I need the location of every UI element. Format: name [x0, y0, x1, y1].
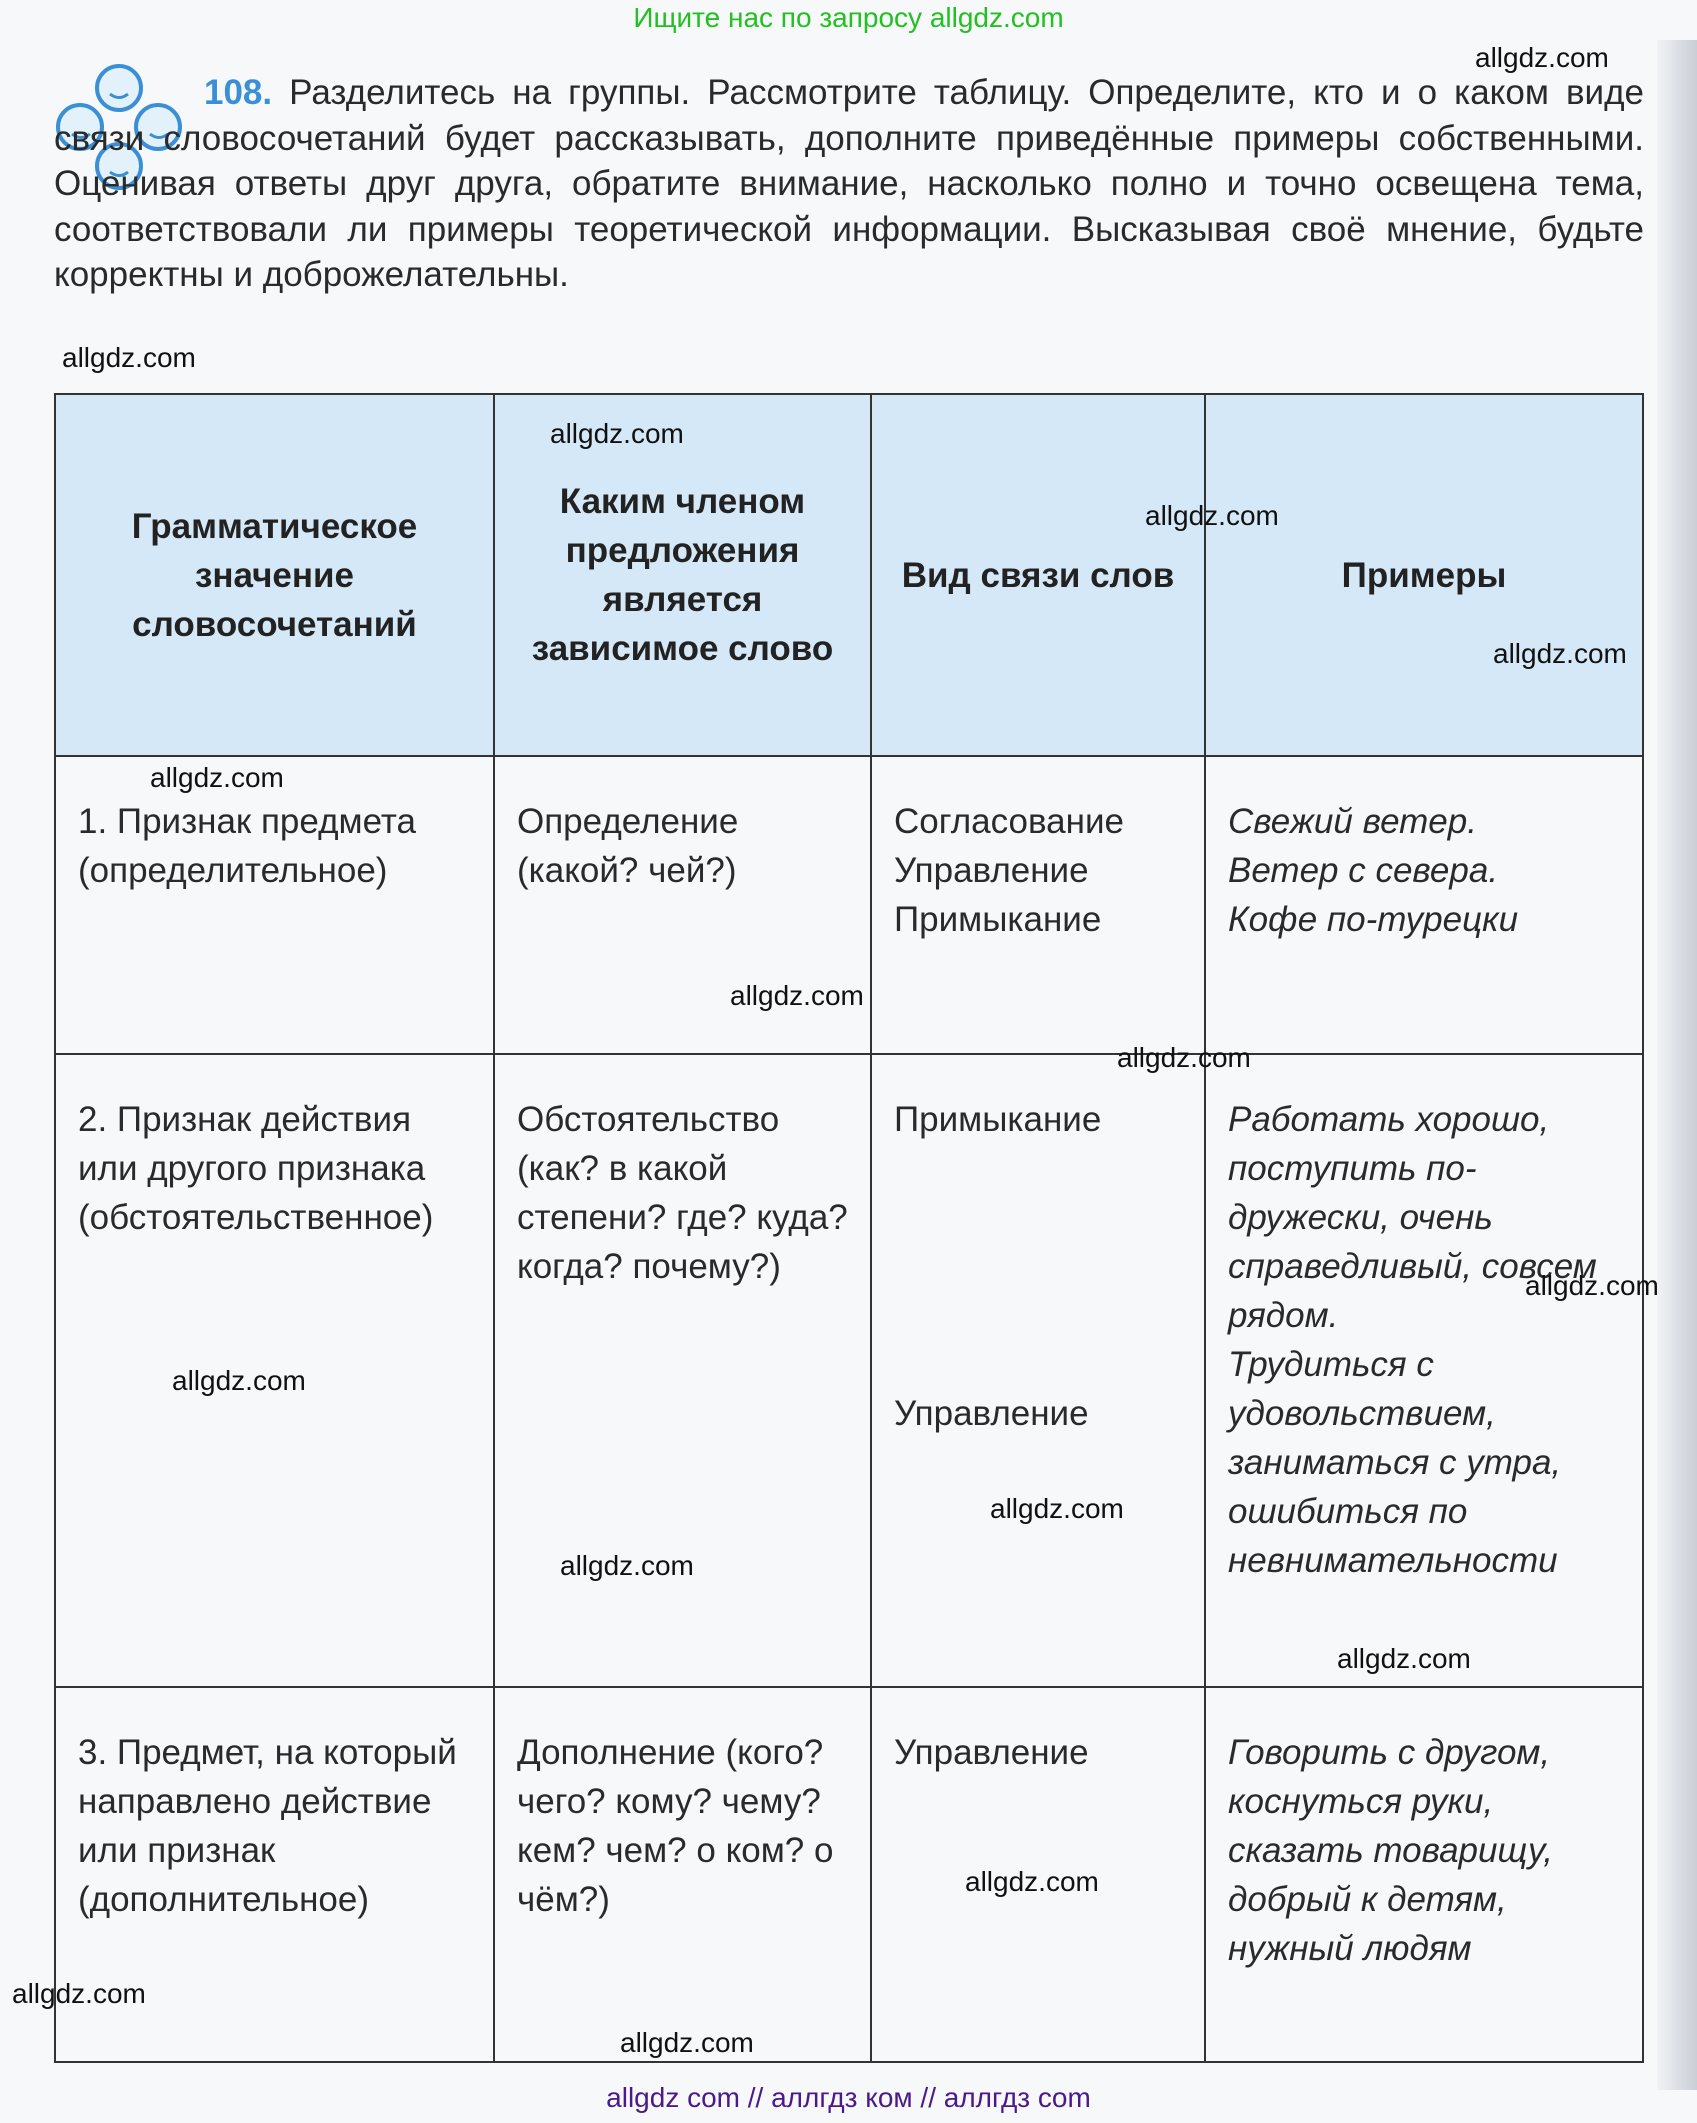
header-member: Каким членом предложения является зависимое слово	[494, 394, 871, 756]
link-type: Согласование	[894, 802, 1124, 841]
watermark[interactable]: allgdz.com	[62, 342, 196, 373]
task-text	[54, 70, 1644, 298]
example: Кофе по-турецки	[1228, 900, 1519, 939]
examples-cell: Говорить с другом, коснуться руки, сказать товарищу, добрый к детям, нужный людям	[1205, 1687, 1643, 2062]
table-header-row	[55, 394, 1643, 756]
meaning-cell: 2. Признак действия или другого признака (обстоятельственное)	[55, 1054, 494, 1687]
link-type: Примыкание	[894, 1100, 1102, 1139]
example: Работать хорошо, поступить по-дружески, очень справедливый, совсем рядом.	[1228, 1100, 1597, 1335]
top-watermark[interactable]: Ищите нас по запросу allgdz.com	[633, 2, 1064, 33]
example: Свежий ветер.	[1228, 802, 1477, 841]
header-examples: Примеры	[1205, 394, 1643, 756]
link-type: Управление	[894, 851, 1089, 890]
watermark[interactable]: allgdz.com	[12, 1978, 146, 2009]
watermark[interactable]: allgdz.com	[1493, 638, 1627, 669]
header-link-type: Вид связи слов	[871, 394, 1205, 756]
example: Трудиться с удовольствием, заниматься с утра, ошибиться по невнимательности	[1228, 1345, 1562, 1580]
watermark[interactable]: allgdz.com	[1337, 1643, 1471, 1674]
link-type: Управление	[894, 1733, 1089, 1772]
watermark[interactable]: allgdz.com	[965, 1866, 1099, 1897]
examples-cell	[1205, 756, 1643, 1054]
watermark[interactable]: allgdz.com	[1525, 1270, 1659, 1301]
watermark[interactable]: allgdz.com	[1117, 1042, 1251, 1073]
task-number: 108.	[204, 73, 273, 112]
table-row	[55, 1687, 1643, 2062]
member-cell: Определение (какой? чей?)	[494, 756, 871, 1054]
watermark[interactable]: allgdz.com	[150, 762, 284, 793]
link-type: Управление	[894, 1394, 1089, 1433]
example: Ветер с севера.	[1228, 851, 1499, 890]
link-type: Примыкание	[894, 900, 1102, 939]
task-body: Разделитесь на группы. Рассмотрите таблицу. Определите, кто и о каком виде связи словосочетаний будет рассказывать, дополните приведённые примеры собственными. Оценивая ответы друг друга, обратите внимание, насколько полно и точно освещена тема, соответствовали ли примеры теоретической информации. Высказывая своё мнение, будьте корректны и доброжелательны.	[54, 73, 1644, 294]
watermark[interactable]: allgdz.com	[990, 1493, 1124, 1524]
member-cell: Дополнение (кого? чего? кому? чему? кем? чем? о ком? о чём?)	[494, 1687, 871, 2062]
meaning-cell: 1. Признак предмета (определительное)	[55, 756, 494, 1054]
bottom-watermark[interactable]: allgdz com // аллгдз ком // аллгдз com	[606, 2082, 1091, 2113]
member-cell: Обстоятельство (как? в какой степени? где? куда? когда? почему?)	[494, 1054, 871, 1687]
watermark[interactable]: allgdz.com	[172, 1365, 306, 1396]
examples-cell	[1205, 1054, 1643, 1687]
watermark[interactable]: allgdz.com	[1475, 42, 1609, 73]
header-meaning: Грамматическое значение словосочетаний	[55, 394, 494, 756]
watermark[interactable]: allgdz.com	[550, 418, 684, 449]
watermark[interactable]: allgdz.com	[1145, 500, 1279, 531]
collocations-table	[54, 393, 1644, 2063]
watermark[interactable]: allgdz.com	[620, 2027, 754, 2058]
link-cell	[871, 1054, 1205, 1687]
page-edge	[1657, 40, 1697, 2090]
link-cell	[871, 756, 1205, 1054]
watermark[interactable]: allgdz.com	[730, 980, 864, 1011]
watermark[interactable]: allgdz.com	[560, 1550, 694, 1581]
meaning-cell: 3. Предмет, на который направлено действие или признак (дополнительное)	[55, 1687, 494, 2062]
